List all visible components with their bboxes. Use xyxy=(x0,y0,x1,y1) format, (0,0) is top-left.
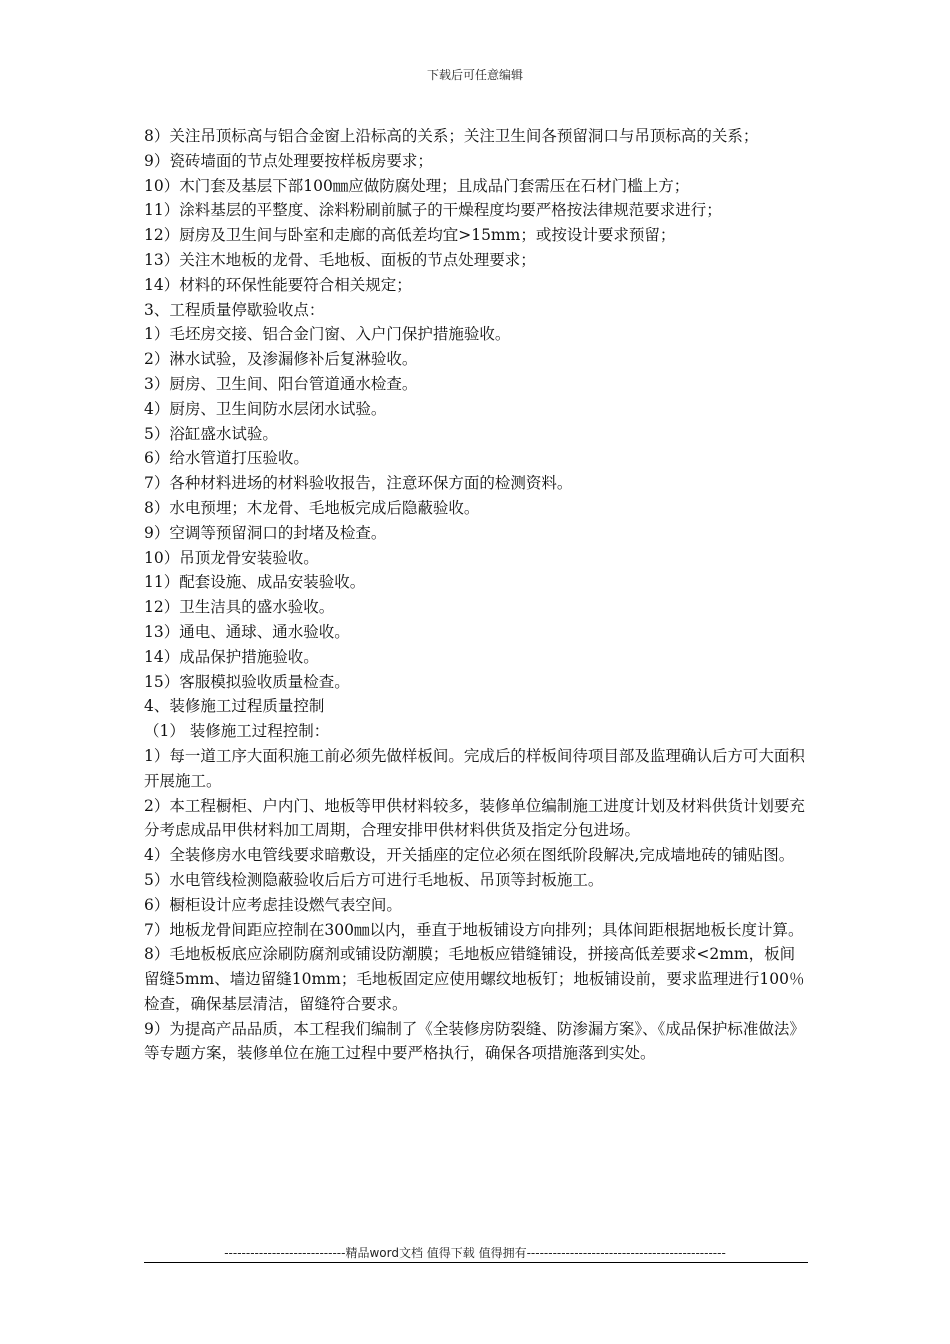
paragraph: 15）客服模拟验收质量检查。 xyxy=(144,672,350,691)
paragraph: 10）吊顶龙骨安装验收。 xyxy=(144,548,319,567)
paragraph: 3）厨房、卫生间、阳台管道通水检查。 xyxy=(144,374,418,393)
paragraph: 7）地板龙骨间距应控制在300㎜以内，垂直于地板铺设方向排列；具体间距根据地板长度计算。 xyxy=(144,920,804,939)
paragraph: 12）卫生洁具的盛水验收。 xyxy=(144,598,335,617)
paragraph: 11）涂料基层的平整度、涂料粉刷前腻子的干燥程度均要严格按法律规范要求进行； xyxy=(144,201,722,220)
paragraph: 1）毛坯房交接、铝合金门窗、入户门保护措施验收。 xyxy=(144,325,511,344)
page-footer: ----------------------------精品word文档 值得下载 值得拥有---------------------------------------------- xyxy=(224,1246,726,1260)
paragraph: 13）关注木地板的龙骨、毛地板、面板的节点处理要求； xyxy=(144,250,536,269)
paragraph: 9）为提高产品品质，本工程我们编制了《全装修房防裂缝、防渗漏方案》、《成品保护标准做法》等专题方案，装修单位在施工过程中要严格执行，确保各项措施落到实处。 xyxy=(144,1019,805,1063)
paragraph: 6）橱柜设计应考虑挂设燃气表空间。 xyxy=(144,895,402,914)
paragraph: 5）浴缸盛水试验。 xyxy=(144,424,278,443)
paragraph: 8）毛地板板底应涂刷防腐剂或铺设防潮膜；毛地板应错缝铺设，拼接高低差要求<2mm，板间留缝5mm、墙边留缝10mm；毛地板固定应使用螺纹地板钉；地板铺设前，要求监理进行100％检查，确保基层清洁，留缝符合要求。 xyxy=(144,945,805,1013)
section-heading: 3、工程质量停歇验收点： xyxy=(144,300,325,319)
section-heading: 4、装修施工过程质量控制 xyxy=(144,697,325,716)
paragraph: 14）材料的环保性能要符合相关规定； xyxy=(144,275,412,294)
paragraph: 11）配套设施、成品安装验收。 xyxy=(144,573,366,592)
paragraph: 4）全装修房水电管线要求暗敷设，开关插座的定位必须在图纸阶段解决,完成墙地砖的铺贴图。 xyxy=(144,846,795,865)
paragraph: 2）淋水试验，及渗漏修补后复淋验收。 xyxy=(144,350,418,369)
paragraph: 2）本工程橱柜、户内门、地板等甲供材料较多，装修单位编制施工进度计划及材料供货计划要充分考虑成品甲供材料加工周期，合理安排甲供材料供货及指定分包进场。 xyxy=(144,796,805,840)
paragraph: 8）关注吊顶标高与铝合金窗上沿标高的关系；关注卫生间各预留洞口与吊顶标高的关系； xyxy=(144,127,759,145)
paragraph: 8）水电预埋；木龙骨、毛地板完成后隐蔽验收。 xyxy=(144,498,480,517)
subsection-heading: （1） 装修施工过程控制： xyxy=(144,722,330,741)
paragraph: 6）给水管道打压验收。 xyxy=(144,449,309,468)
page-header: 下载后可任意编辑 xyxy=(426,68,523,82)
paragraph: 5）水电管线检测隐蔽验收后后方可进行毛地板、吊顶等封板施工。 xyxy=(144,870,604,889)
paragraph: 12）厨房及卫生间与卧室和走廊的高低差均宜>15mm；或按设计要求预留； xyxy=(144,226,676,245)
paragraph: 14）成品保护措施验收。 xyxy=(144,647,319,666)
footer-divider xyxy=(144,1262,808,1263)
paragraph: 9）瓷砖墙面的节点处理要按样板房要求； xyxy=(144,151,433,170)
paragraph: 7）各种材料进场的材料验收报告，注意环保方面的检测资料。 xyxy=(144,474,573,493)
paragraph: 10）木门套及基层下部100㎜应做防腐处理；且成品门套需压在石材门槛上方； xyxy=(144,176,690,195)
document-body xyxy=(144,124,808,1066)
paragraph: 13）通电、通球、通水验收。 xyxy=(144,622,350,641)
paragraph: 9）空调等预留洞口的封堵及检查。 xyxy=(144,523,387,542)
paragraph: 4）厨房、卫生间防水层闭水试验。 xyxy=(144,399,387,418)
paragraph: 1）每一道工序大面积施工前必须先做样板间。完成后的样板间待项目部及监理确认后方可大面积开展施工。 xyxy=(144,746,805,790)
